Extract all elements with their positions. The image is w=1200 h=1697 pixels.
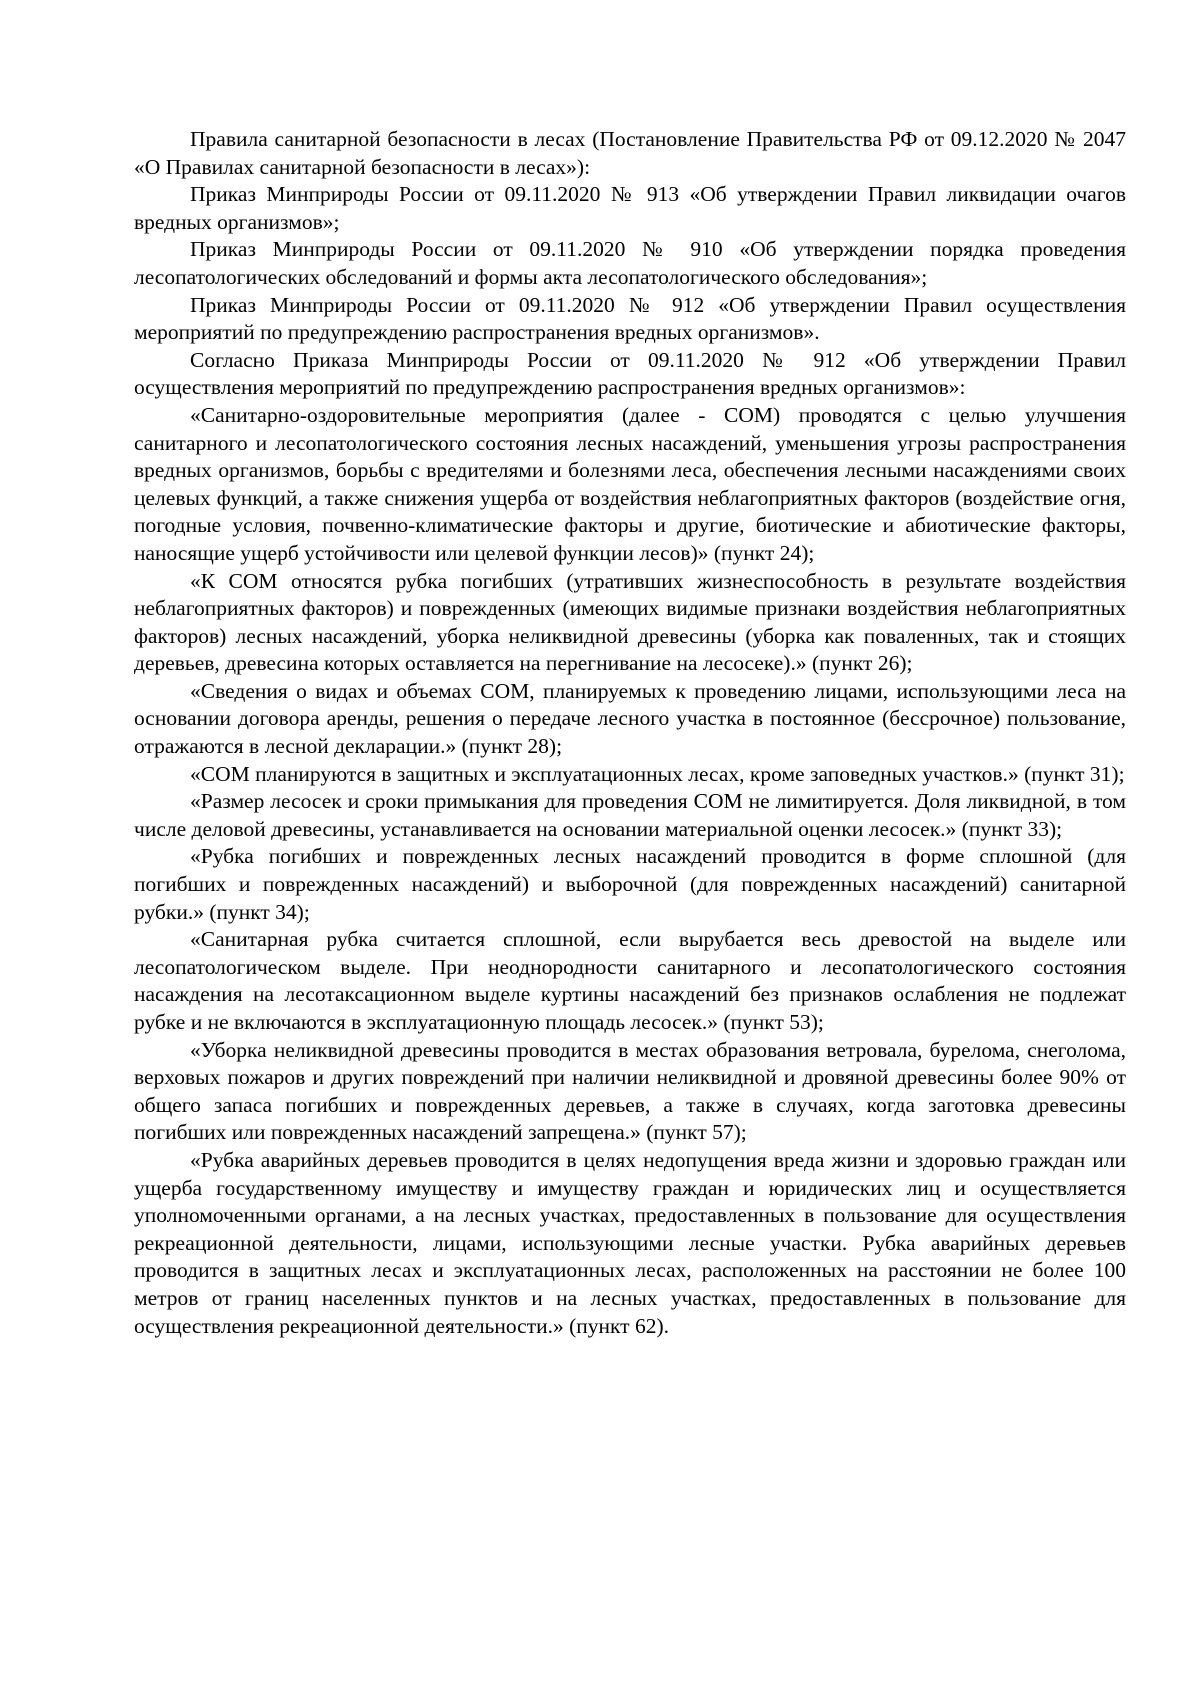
paragraph-clause-57: «Уборка неликвидной древесины проводится в местах образования ветровала, бурелома, снеголома, верховых пожаров и других повреждений при наличии неликвидной и дровяной древесины более 90% от общего запаса погибших и поврежденных деревьев, а также в случаях, когда заготовка древесины погибших или поврежденных насаждений запрещена.» (пункт 57); [134, 1037, 1126, 1145]
paragraph-according-to-order-912: Согласно Приказа Минприроды России от 09.11.2020 № 912 «Об утверждении Правил осуществления мероприятий по предупреждению распространения вредных организмов»: [134, 347, 1126, 400]
paragraph-sanitary-rules: Правила санитарной безопасности в лесах (Постановление Правительства РФ от 09.12.2020 № 2047 «О Правилах санитарной безопасности в лесах»): [134, 127, 1126, 179]
paragraph-clause-62: «Рубка аварийных деревьев проводится в целях недопущения вреда жизни и здоровью граждан или ущерба государственному имуществу и имуществу граждан и юридических лиц и осуществляется уполномоченными органами, а на лесных участках, предоставленных в пользование для осуществления рекреационной деятельности, лицами, использующими лесные участки. Рубка аварийных деревьев проводится в защитных лесах и эксплуатационных лесах, расположенных на расстоянии не более 100 метров от границ населенных пунктов и на лесных участках, предоставленных в пользование для осуществления рекреационной деятельности.» (пункт 62). [134, 1147, 1126, 1338]
paragraph-order-912: Приказ Минприроды России от 09.11.2020 № 912 «Об утверждении Правил осуществления мероприятий по предупреждению распространения вредных организмов». [134, 292, 1126, 345]
paragraph-clause-33: «Размер лесосек и сроки примыкания для проведения СОМ не лимитируется. Доля ликвидной, в том числе деловой древесины, устанавливается на основании материальной оценки лесосек.» (пункт 33); [134, 789, 1126, 841]
paragraph-clause-28: «Сведения о видах и объемах СОМ, планируемых к проведению лицами, использующими леса на основании договора аренды, решения о передаче лесного участка в постоянное (бессрочное) пользование, отражаются в лесной декларации.» (пункт 28); [134, 678, 1126, 759]
paragraph-order-913: Приказ Минприроды России от 09.11.2020 № 913 «Об утверждении Правил ликвидации очагов вредных организмов»; [134, 182, 1126, 234]
paragraph-order-910: Приказ Минприроды России от 09.11.2020 № 910 «Об утверждении порядка проведения лесопатологических обследований и формы акта лесопатологического обследования»; [134, 237, 1126, 289]
paragraph-clause-26: «К СОМ относятся рубка погибших (утративших жизнеспособность в результате воздействия неблагоприятных факторов) и поврежденных (имеющих видимые признаки воздействия неблагоприятных факторов) лесных насаждений, уборка неликвидной древесины (уборка как поваленных, так и стоящих деревьев, древесина которых оставляется на перегнивание на лесосеке).» (пункт 26); [134, 568, 1126, 676]
paragraph-clause-34: «Рубка погибших и поврежденных лесных насаждений проводится в форме сплошной (для погибших и поврежденных насаждений) и выборочной (для поврежденных насаждений) санитарной рубки.» (пункт 34); [134, 844, 1126, 924]
paragraph-clause-53: «Санитарная рубка считается сплошной, если вырубается весь древостой на выделе или лесопатологическом выделе. При неоднородности санитарного и лесопатологического состояния насаждения на лесотаксационном выделе куртины насаждений без признаков ослабления не подлежат рубке и не включаются в эксплуатационную площадь лесосек.» (пункт 53); [134, 927, 1126, 1034]
document-page [134, 126, 1126, 1340]
paragraph-clause-24: «Санитарно-оздоровительные мероприятия (далее - СОМ) проводятся с целью улучшения санитарного и лесопатологического состояния лесных насаждений, уменьшения угрозы распространения вредных организмов, борьбы с вредителями и болезнями леса, обеспечения лесными насаждениями своих целевых функций, а также снижения ущерба от воздействия неблагоприятных факторов (воздействие огня, погодные условия, почвенно-климатические факторы и другие, биотические и абиотические факторы, наносящие ущерб устойчивости или целевой функции лесов)» (пункт 24); [134, 402, 1126, 565]
paragraph-clause-31: «СОМ планируются в защитных и эксплуатационных лесах, кроме заповедных участков.» (пункт 31); [190, 761, 1125, 786]
